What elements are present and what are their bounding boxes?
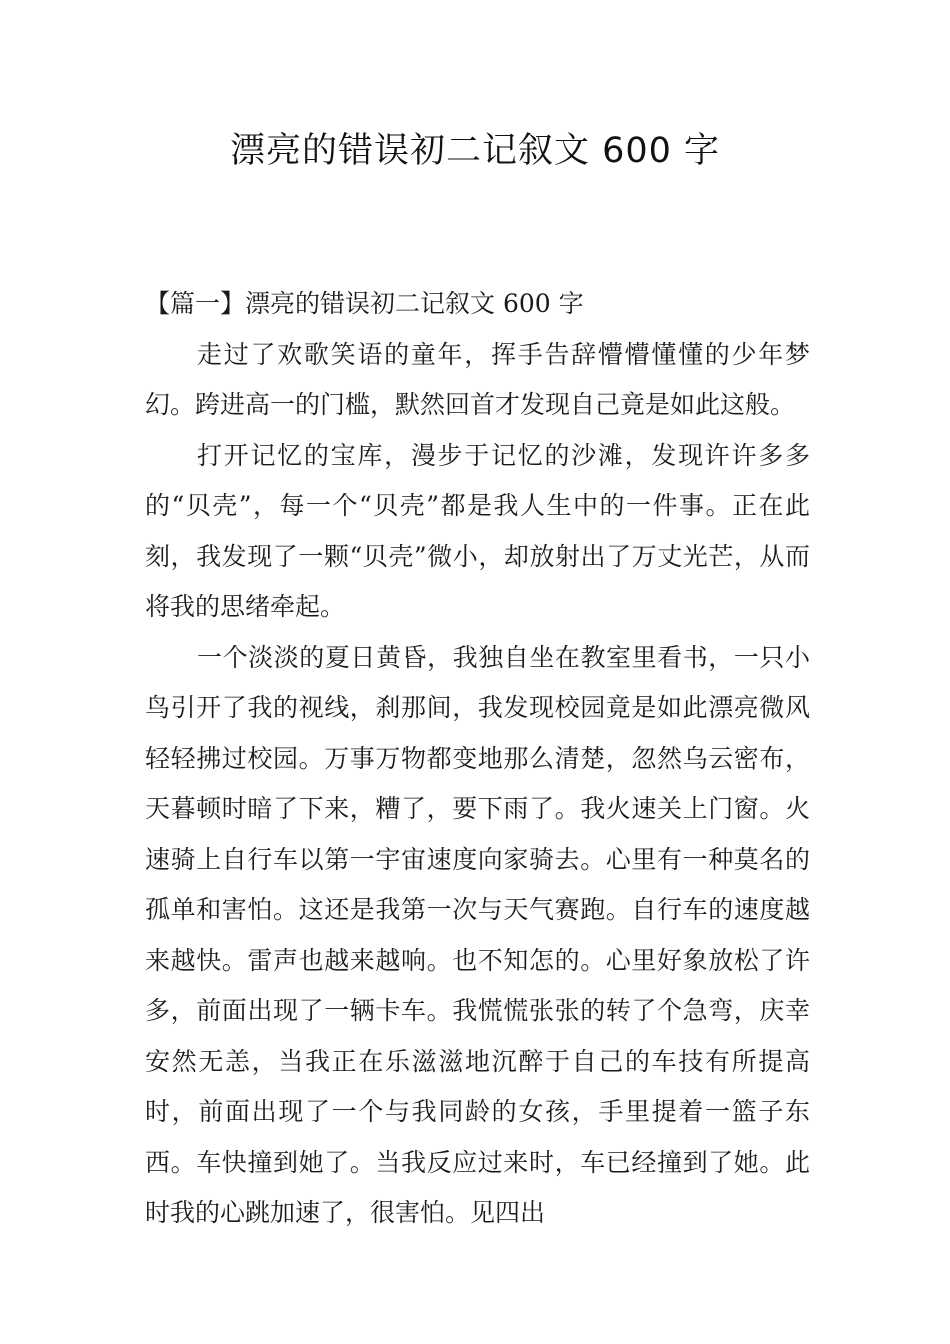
paragraph-2: 打开记忆的宝库，漫步于记忆的沙滩，发现许许多多的“贝壳”，每一个“贝壳”都是我人生中的一件事。正在此刻，我发现了一颗“贝壳”微小，却放射出了万丈光芒，从而将我的思绪牵起。 bbox=[145, 440, 810, 621]
section-heading: 【篇一】漂亮的错误初二记叙文 600 字 bbox=[145, 289, 584, 318]
document-body bbox=[145, 279, 810, 1239]
document-title: 漂亮的错误初二记叙文 600 字 bbox=[229, 131, 721, 171]
paragraph-3: 一个淡淡的夏日黄昏，我独自坐在教室里看书，一只小鸟引开了我的视线，刹那间，我发现校园竟是如此漂亮微风轻轻拂过校园。万事万物都变地那么清楚，忽然乌云密布，天暮顿时暗了下来，糟了，要下雨了。我火速关上门窗。火速骑上自行车以第一宇宙速度向家骑去。心里有一种莫名的孤单和害怕。这还是我第一次与天气赛跑。自行车的速度越来越快。雷声也越来越响。也不知怎的。心里好象放松了许多，前面出现了一辆卡车。我慌慌张张的转了个急弯，庆幸安然无恙，当我正在乐滋滋地沉醉于自己的车技有所提高时，前面出现了一个与我同龄的女孩，手里提着一篮子东西。车快撞到她了。当我反应过来时，车已经撞到了她。此时我的心跳加速了，很害怕。见四出 bbox=[145, 642, 810, 1227]
paragraph-1: 走过了欢歌笑语的童年，挥手告辞懵懵懂懂的少年梦幻。跨进高一的门槛，默然回首才发现自己竟是如此这般。 bbox=[145, 339, 810, 419]
